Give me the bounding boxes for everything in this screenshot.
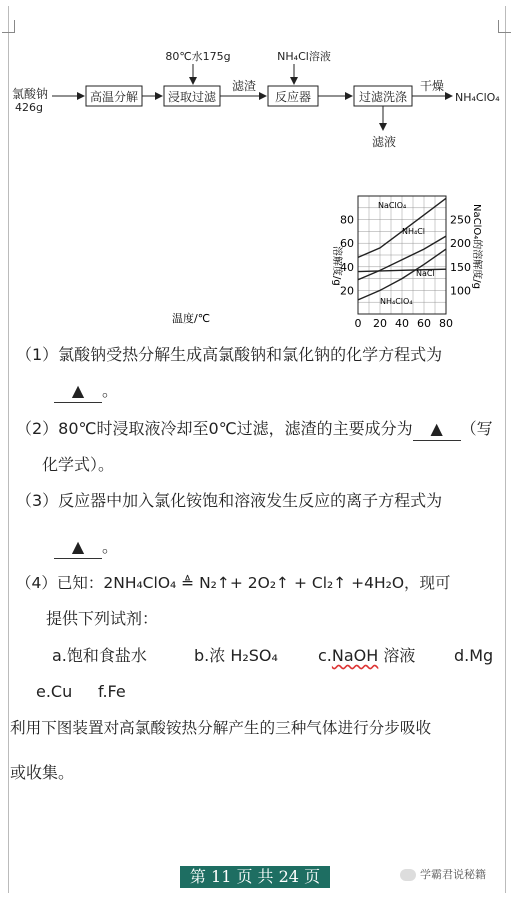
watermark (400, 866, 486, 882)
process-flow-diagram (0, 0, 512, 160)
flow-step4: 过滤洗涤 (358, 90, 408, 104)
x-tick-label: 0 (354, 317, 362, 330)
flow-step1: 高温分解 (89, 90, 139, 104)
x-tick-label: 80 (439, 317, 453, 330)
q1-end: 。 (102, 381, 119, 400)
q2-text-tail: （写 (460, 419, 493, 438)
flow-nh4cl-label: NH₄Cl溶液 (277, 50, 331, 63)
option-d: d.Mg (454, 646, 494, 665)
x-axis-label: 温度/℃ (172, 312, 211, 325)
q1-blank[interactable]: ▲ (54, 380, 102, 403)
flow-water-label: 80℃水175g (165, 50, 231, 63)
q3-text: （3）反应器中加入氯化铵饱和溶液发生反应的离子方程式为 (16, 491, 443, 510)
y-right-tick-label: 100 (450, 284, 471, 298)
y-left-tick-label: 60 (340, 237, 354, 251)
q2-blank[interactable]: ▲ (413, 418, 461, 441)
flow-step2: 浸取过滤 (167, 90, 217, 104)
question-4-line5: 或收集。 (10, 763, 75, 782)
option-f: f.Fe (98, 682, 126, 701)
q1-text: （1）氯酸钠受热分解生成高氯酸钠和氯化钠的化学方程式为 (16, 345, 443, 364)
series-label-3: NH₄ClO₄ (380, 297, 413, 306)
option-c-wavy: NaOH (331, 646, 379, 665)
question-2 (16, 418, 493, 441)
flow-step3: 反应器 (274, 90, 312, 104)
series-label-1: NH₄Cl (402, 227, 426, 236)
q2-text-line2: 化学式）。 (42, 455, 115, 474)
question-3 (16, 490, 442, 512)
question-4 (16, 572, 451, 594)
x-tick-label: 40 (395, 317, 409, 330)
question-1 (16, 344, 442, 366)
y-left-tick-label: 40 (340, 260, 354, 274)
series-label-2: NaCl (416, 269, 435, 278)
flow-dry: 干燥 (420, 79, 445, 93)
q4-text: （4）已知：2NH₄ClO₄ ≜ N₂↑+ 2O₂↑ + Cl₂↑ +4H₂O，现可 (16, 574, 451, 592)
y-left-tick-label: 20 (340, 284, 354, 298)
flow-input: 氯酸钠 (12, 87, 49, 101)
y-left-tick-label: 80 (340, 213, 354, 227)
q4-text-line2: 提供下列试剂： (46, 609, 159, 628)
option-e: e.Cu (36, 682, 73, 701)
y-right-tick-label: 200 (450, 237, 471, 251)
q3-blank[interactable]: ▲ (54, 536, 102, 559)
flow-residue: 滤渣 (232, 79, 257, 93)
q2-text: （2）80℃时浸取液冷却至0℃过滤，滤渣的主要成分为 (16, 419, 413, 438)
option-c-label: c. (318, 646, 332, 665)
flow-product: NH₄ClO₄ (455, 91, 500, 104)
question-3-answer-line (54, 536, 118, 559)
watermark-text: 学霸君说秘籍 (420, 868, 486, 881)
y-left-axis-label: 溶解度/g (331, 246, 342, 286)
option-c-tail: 溶液 (378, 646, 416, 665)
y-right-tick-label: 250 (450, 213, 471, 227)
question-4-line2 (46, 608, 158, 630)
option-a: a.饱和食盐水 (52, 646, 147, 665)
question-2-line2 (42, 454, 114, 476)
chat-icon (400, 869, 416, 881)
option-b: b.浓 H₂SO₄ (194, 646, 278, 665)
solubility-chart (0, 190, 512, 340)
x-tick-label: 20 (373, 317, 387, 330)
y-right-axis-label: NaClO₄的溶解度/g (471, 204, 482, 289)
question-1-answer-line (54, 380, 118, 403)
series-label-0: NaClO₄ (378, 201, 407, 210)
page-number: 第 11 页 共 24 页 (180, 866, 330, 888)
question-4-line4: 利用下图装置对高氯酸铵热分解产生的三种气体进行分步吸收 (10, 719, 432, 737)
x-tick-label: 60 (417, 317, 431, 330)
y-right-tick-label: 150 (450, 260, 471, 274)
option-c (318, 645, 415, 667)
flow-filtrate: 滤液 (372, 135, 397, 149)
q3-end: 。 (102, 537, 119, 556)
flow-input-mass: 426g (15, 101, 43, 114)
